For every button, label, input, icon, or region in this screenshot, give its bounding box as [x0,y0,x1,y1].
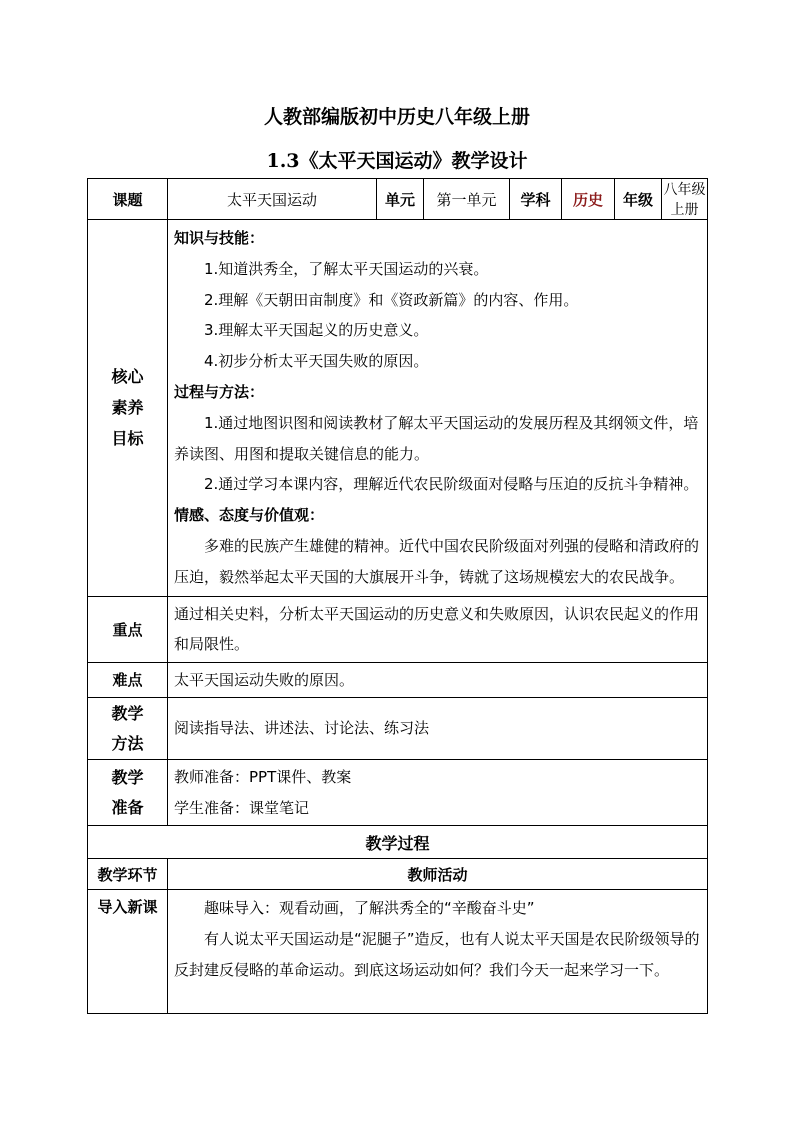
focus-row [88,596,708,662]
process-section-title: 教学过程 [88,826,708,859]
core-goals-content [168,220,708,597]
method-row [88,698,708,760]
focus-text: 通过相关史料，分析太平天国运动的历史意义和失败原因，认识农民起义的作用和局限性。 [168,596,708,662]
document-subtitle: 1.3《太平天国运动》教学设计 [266,150,528,172]
difficulty-row [88,662,708,698]
prep-content [168,760,708,826]
process-header-row [88,859,708,890]
process-heading: 过程与方法： [174,382,265,401]
lesson-plan-table [87,178,708,1014]
process-title-row [88,826,708,859]
topic-label: 课题 [88,179,168,220]
intro-row [88,890,708,1014]
intro-line: 趣味导入：观看动画，了解洪秀全的“辛酸奋斗史” [204,899,535,918]
stage-column-header: 教学环节 [88,859,168,890]
prep-row [88,760,708,826]
core-goals-row [88,220,708,597]
process-item: 1.通过地图识图和阅读教材了解太平天国运动的发展历程及其纲领文件，培养读图、用图和提取关键信息的能力。 [174,413,699,463]
teacher-prep: 教师准备：PPT课件、教案 [174,768,352,787]
difficulty-text: 太平天国运动失败的原因。 [168,662,708,698]
focus-label: 重点 [88,596,168,662]
topic-value: 太平天国运动 [168,179,377,220]
document-title: 人教部编版初中历史八年级上册 [263,106,530,128]
teacher-activity-column-header: 教师活动 [168,859,708,890]
knowledge-item: 4.初步分析太平天国失败的原因。 [204,352,429,371]
difficulty-label: 难点 [88,662,168,698]
intro-line: 有人说太平天国运动是“泥腿子”造反，也有人说太平天国是农民阶级领导的反封建反侵略的革命运动。到底这场运动如何？我们今天一起来学习一下。 [174,929,700,979]
method-text: 阅读指导法、讲述法、讨论法、练习法 [168,698,708,760]
emotion-heading: 情感、态度与价值观： [174,506,325,525]
student-prep: 学生准备：课堂笔记 [174,798,310,817]
knowledge-heading: 知识与技能： [174,229,265,247]
header-row [88,179,708,220]
unit-label: 单元 [377,179,424,220]
unit-value: 第一单元 [424,179,510,220]
process-item: 2.通过学习本课内容，理解近代农民阶级面对侵略与压迫的反抗斗争精神。 [204,475,699,494]
emotion-text: 多难的民族产生雄健的精神。近代中国农民阶级面对列强的侵略和清政府的压迫，毅然举起太平天国的大旗展开斗争，铸就了这场规模宏大的农民战争。 [174,536,700,586]
subject-label: 学科 [510,179,562,220]
grade-label: 年级 [615,179,662,220]
prep-label: 教学 准备 [88,760,168,826]
knowledge-item: 1.知道洪秀全，了解太平天国运动的兴衰。 [204,259,489,278]
grade-value: 八年级上册 [662,179,708,220]
core-goals-label: 核心 素养 目标 [88,220,168,597]
knowledge-item: 2.理解《天朝田亩制度》和《资政新篇》的内容、作用。 [204,290,579,309]
method-label: 教学 方法 [88,698,168,760]
intro-label: 导入新课 [88,890,168,1014]
subject-value: 历史 [562,179,615,220]
knowledge-item: 3.理解太平天国起义的历史意义。 [204,321,429,340]
intro-content [168,890,708,1014]
